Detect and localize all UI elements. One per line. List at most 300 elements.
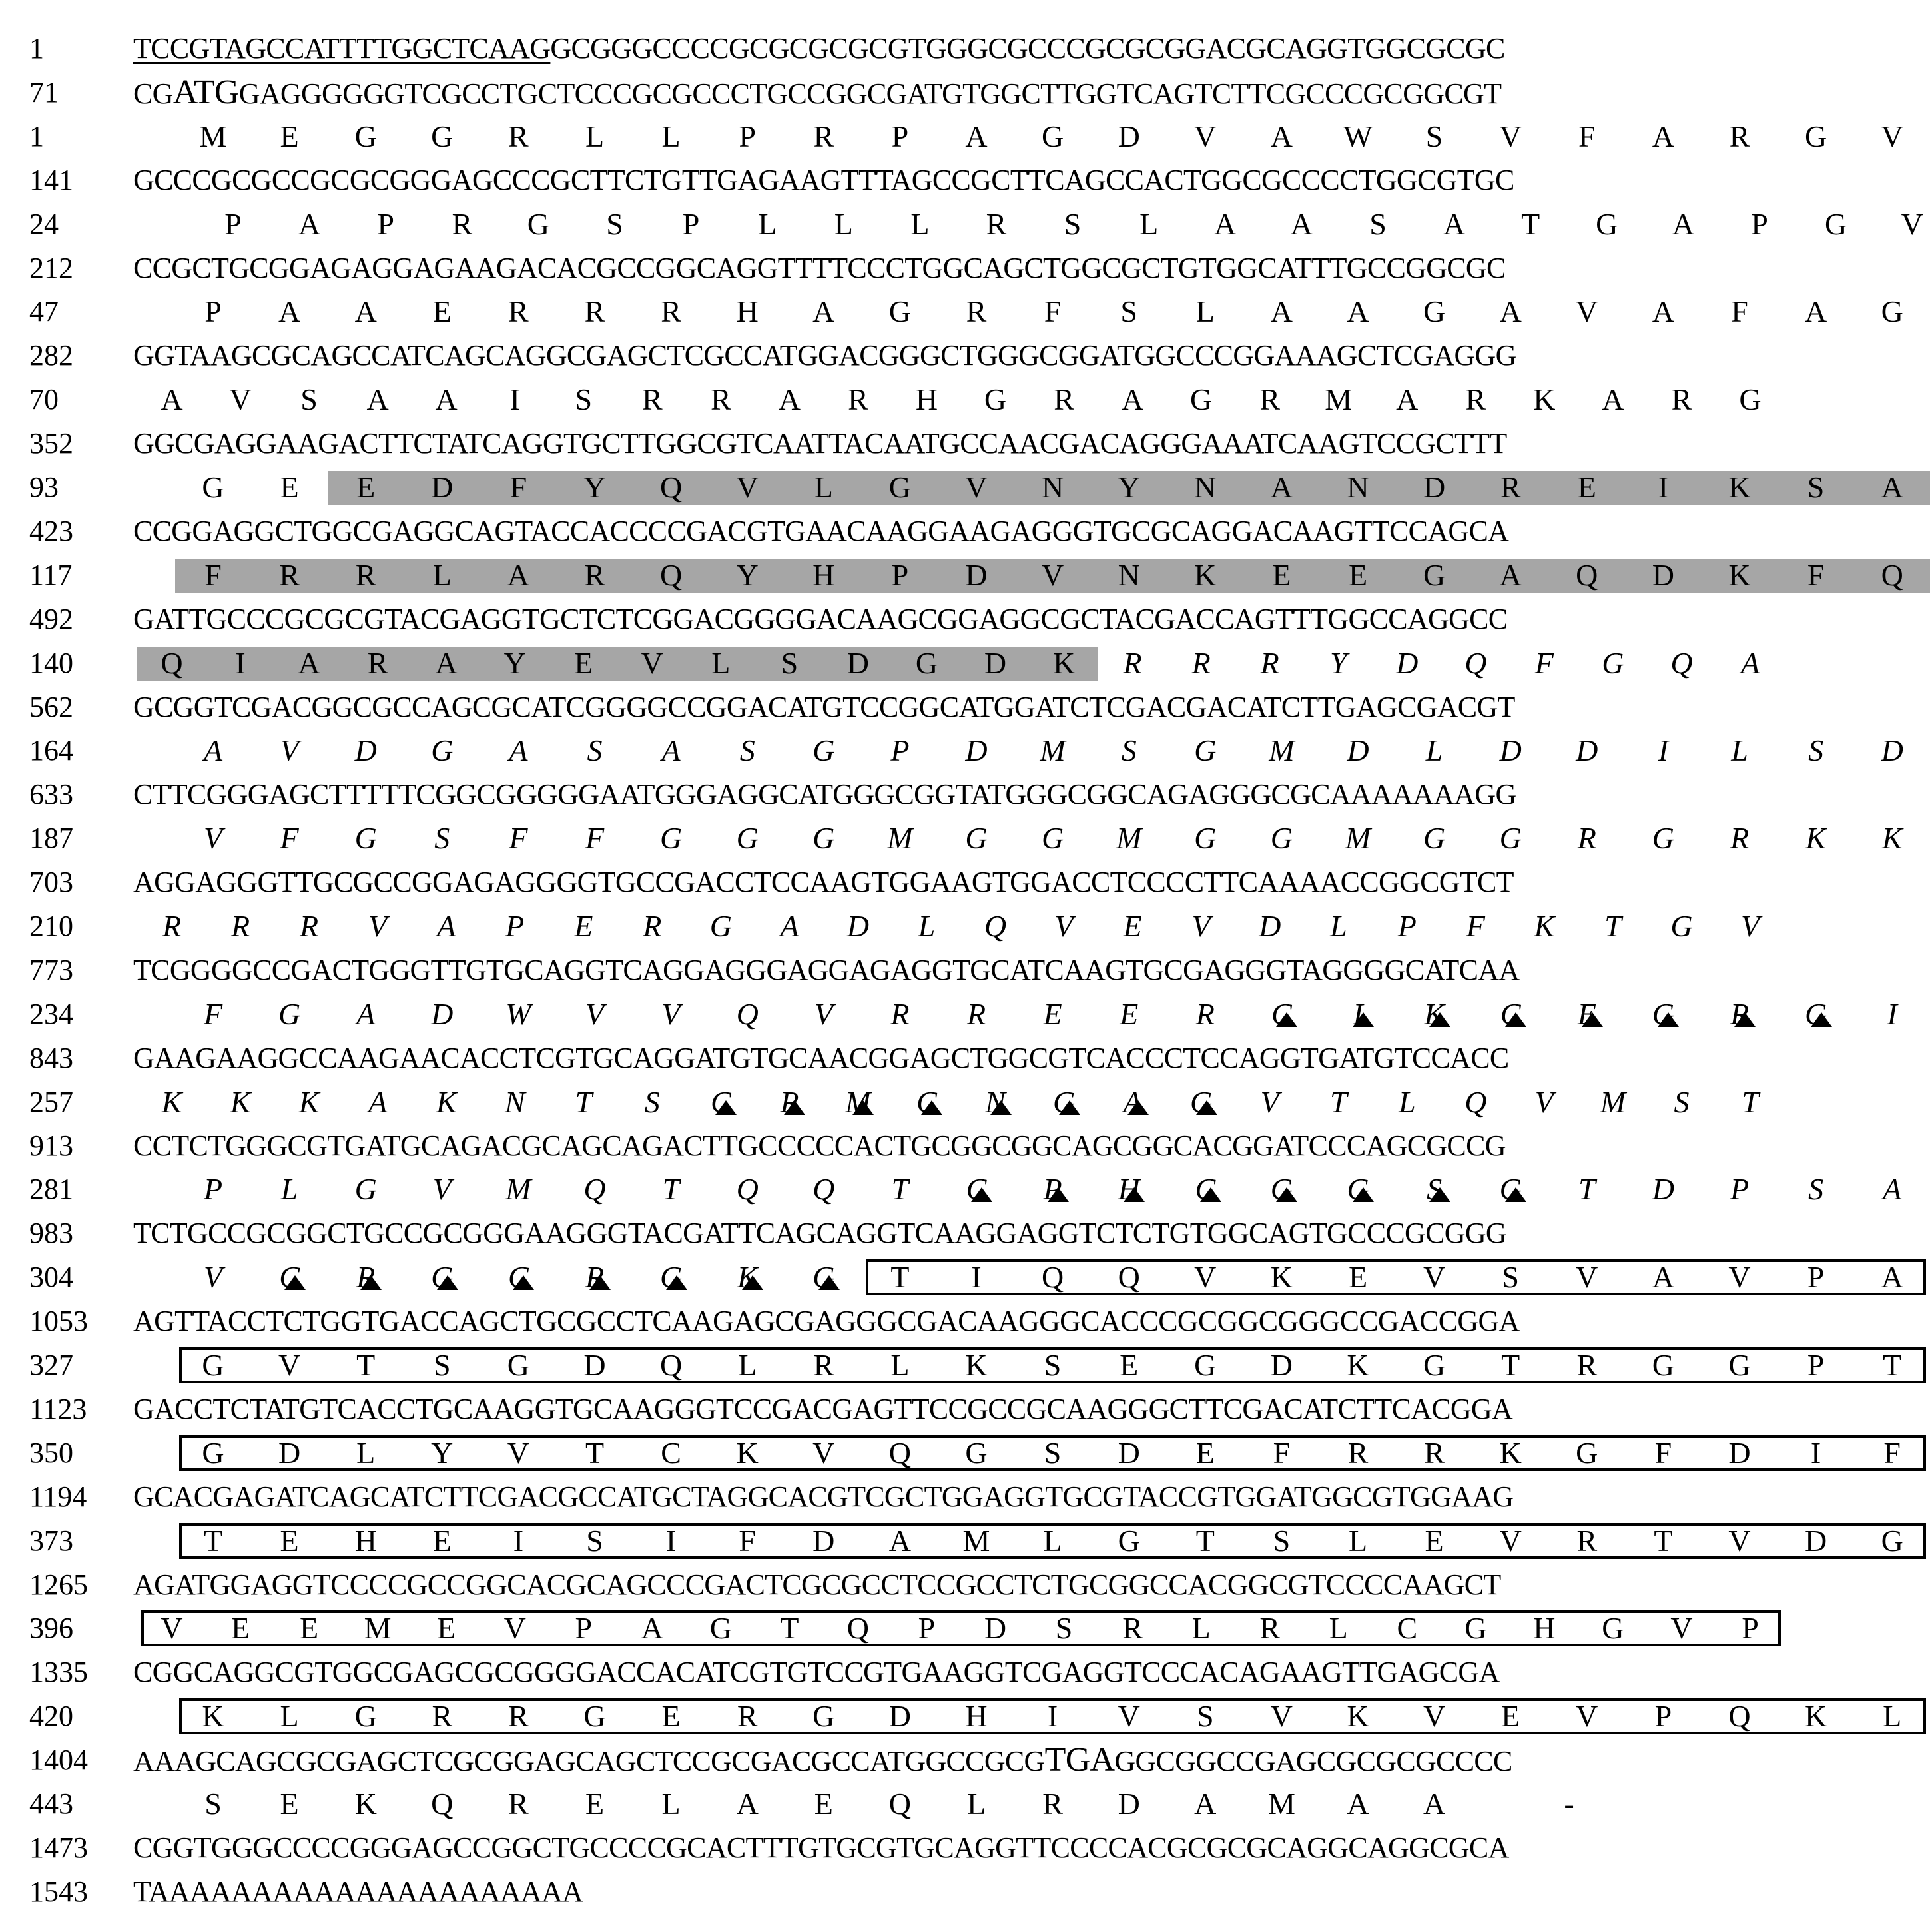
- amino-acid-residue: F: [203, 996, 223, 1031]
- amino-acid-residue: K: [1534, 909, 1555, 943]
- amino-acid-residue: R: [966, 996, 986, 1031]
- amino-acid-residue: K: [230, 1084, 251, 1119]
- amino-acid-residue: A: [278, 294, 301, 329]
- nucleotide-position: 562: [29, 690, 73, 723]
- amino-acid-residue: S: [1055, 1611, 1073, 1646]
- nucleotide-sequence: [133, 1870, 583, 1914]
- amino-acid-residue: A: [780, 909, 799, 943]
- amino-acid-residue: G: [1652, 1348, 1674, 1382]
- amino-acid-row: [0, 641, 1815, 685]
- amino-acid-residue: I: [509, 382, 520, 417]
- amino-acid-residue: A: [812, 294, 835, 329]
- amino-acid-residue: D: [965, 557, 988, 592]
- amino-acid-residue: T: [1578, 1172, 1596, 1207]
- zinc-finger-triangle-icon: [1734, 1012, 1756, 1027]
- nucleotide-sequence: [133, 1738, 1512, 1783]
- nucleotide-position: 492: [29, 602, 73, 635]
- amino-acid-residue: V: [1423, 1260, 1446, 1295]
- amino-acid-residue: G: [1194, 733, 1217, 768]
- nucleotide-row: [0, 159, 1815, 202]
- amino-acid-residue: D: [1118, 1787, 1140, 1821]
- amino-acid-residue: G: [1190, 382, 1213, 417]
- amino-acid-residue: R: [1576, 1523, 1598, 1558]
- amino-acid-residue: V: [432, 1172, 452, 1207]
- amino-acid-residue: A: [366, 382, 389, 417]
- amino-acid-residue: E: [1120, 996, 1139, 1031]
- amino-acid-residue: R: [1260, 645, 1279, 680]
- amino-acid-residue: G: [812, 1260, 835, 1295]
- amino-acid-residue: V: [278, 1348, 301, 1382]
- amino-acid-residue: R: [1577, 821, 1596, 856]
- amino-acid-residue: G: [527, 206, 549, 241]
- amino-acid-line: [0, 1519, 1903, 1563]
- amino-acid-residue: F: [1731, 294, 1748, 329]
- amino-acid-residue: G: [1652, 996, 1674, 1031]
- amino-acid-residue: T: [890, 1260, 910, 1295]
- amino-acid-residue: T: [780, 1611, 799, 1646]
- zinc-finger-triangle-icon: [715, 1100, 737, 1115]
- amino-acid-residue: G: [915, 645, 938, 680]
- amino-acid-residue: G: [507, 1348, 529, 1382]
- nucleotide-position: 843: [29, 1041, 73, 1074]
- amino-acid-residue: G: [709, 1611, 732, 1646]
- amino-acid-residue: K: [1881, 821, 1903, 856]
- amino-acid-line: [0, 290, 1903, 334]
- j-domain-shading: [137, 647, 1098, 681]
- amino-acid-residue: A: [435, 382, 458, 417]
- amino-acid-residue: H: [1533, 1611, 1556, 1646]
- amino-acid-residue: A: [1883, 1172, 1902, 1207]
- amino-acid-residue: N: [1347, 470, 1369, 504]
- nucleotide-sequence: [133, 1211, 1506, 1255]
- amino-acid-residue: R: [508, 1787, 529, 1821]
- sequence-segment: AAAGCAGCGCGAGCTCGCGGAGCAGCTCCGCGACGCCATGGCCGCG: [133, 1745, 1045, 1778]
- amino-acid-residue: L: [356, 1435, 376, 1470]
- amino-acid-residue: Y: [431, 1435, 454, 1470]
- amino-acid-residue: L: [966, 1787, 986, 1821]
- sequence-segment: CGGCAGGCGTGGCGAGCGCGGGGACCACATCGTGTCCGTGAAGGTCGAGGTCCCACAGAAGTTGAGCGA: [133, 1656, 1500, 1689]
- zinc-finger-triangle-icon: [784, 1100, 805, 1115]
- amino-acid-residue: G: [1041, 119, 1064, 153]
- amino-acid-residue: L: [1139, 206, 1159, 241]
- amino-acid-residue: E: [574, 909, 593, 943]
- amino-acid-residue: D: [965, 733, 988, 768]
- amino-acid-residue: T: [1883, 1348, 1902, 1382]
- amino-acid-residue: A: [1396, 382, 1419, 417]
- amino-acid-residue: V: [1041, 557, 1064, 592]
- amino-acid-residue: A: [1347, 294, 1369, 329]
- amino-acid-residue: V: [965, 470, 988, 504]
- amino-acid-residue: G: [1118, 1523, 1140, 1558]
- amino-acid-row: [0, 1694, 1902, 1738]
- residue-position: 24: [29, 207, 59, 240]
- nucleotide-row: [0, 1124, 1815, 1168]
- sequence-segment: GCACGAGATCAGCATCTTCGACGCCATGCTAGGCACGTCGCTGGAGGTGCGTACCGTGGATGGCGTGGAAG: [133, 1480, 1514, 1513]
- amino-acid-residue: D: [1259, 909, 1281, 943]
- amino-acid-residue: G: [278, 996, 301, 1031]
- amino-acid-residue: Y: [503, 645, 526, 680]
- nucleotide-sequence: [133, 1299, 1520, 1343]
- amino-acid-residue: P: [224, 206, 242, 241]
- amino-acid-residue: I: [513, 1523, 524, 1558]
- nucleotide-row: [0, 1870, 1815, 1914]
- amino-acid-residue: E: [1577, 996, 1596, 1031]
- amino-acid-residue: C: [279, 1260, 300, 1295]
- nucleotide-row: [0, 27, 1815, 71]
- amino-acid-residue: V: [1423, 1699, 1446, 1734]
- codon-highlight: TGA: [1044, 1741, 1115, 1779]
- amino-acid-residue: G: [1499, 821, 1522, 856]
- amino-acid-residue: G: [812, 733, 835, 768]
- amino-acid-residue: L: [1731, 733, 1748, 768]
- nucleotide-sequence: [133, 1387, 1512, 1431]
- amino-acid-residue: N: [504, 1084, 525, 1119]
- amino-acid-residue: K: [354, 1787, 377, 1821]
- nucleotide-row: [0, 1563, 1815, 1607]
- amino-acid-residue: A: [1881, 1260, 1903, 1295]
- amino-acid-residue: P: [1751, 206, 1768, 241]
- residue-position: 420: [29, 1700, 73, 1733]
- zinc-finger-triangle-icon: [360, 1275, 382, 1290]
- amino-acid-residue: G: [1499, 1172, 1522, 1207]
- nucleotide-sequence: [133, 334, 1516, 378]
- amino-acid-residue: T: [1521, 206, 1540, 241]
- amino-acid-residue: S: [434, 821, 450, 856]
- amino-acid-residue: I: [665, 1523, 677, 1558]
- amino-acid-line: [0, 1167, 1902, 1211]
- amino-acid-residue: G: [1881, 294, 1903, 329]
- amino-acid-residue: D: [984, 645, 1007, 680]
- zinc-finger-triangle-icon: [818, 1275, 840, 1290]
- sequence-segment: GGCGAGGAAGACTTCTATCAGGTGCTTGGCGTCAATTACAATGCCAACGACAGGGAAATCAAGTCCGCTTT: [133, 427, 1507, 460]
- amino-acid-residue: G: [1052, 1084, 1076, 1119]
- amino-acid-residue: G: [965, 821, 988, 856]
- amino-acid-residue: G: [709, 909, 732, 943]
- amino-acid-residue: M: [1040, 733, 1066, 768]
- amino-acid-residue: Q: [1881, 557, 1903, 592]
- amino-acid-residue: S: [1808, 1172, 1824, 1207]
- amino-acid-residue: M: [1345, 821, 1371, 856]
- amino-acid-residue: E: [356, 470, 376, 504]
- amino-acid-residue: H: [915, 382, 938, 417]
- amino-acid-residue: Q: [1728, 1699, 1751, 1734]
- amino-acid-residue: L: [280, 1699, 299, 1734]
- amino-acid-residue: G: [1270, 1172, 1293, 1207]
- nucleotide-position: 773: [29, 953, 73, 986]
- residue-position: 234: [29, 997, 73, 1030]
- amino-acid-residue: R: [1054, 382, 1074, 417]
- amino-acid-residue: Q: [659, 557, 683, 592]
- amino-acid-residue: A: [1443, 206, 1466, 241]
- amino-acid-residue: F: [1807, 557, 1825, 592]
- sequence-segment: GAGGGGGGTCGCCTGCTCCCGCGCCCTGCCGGCGATGTGGCTTGGTCAGTCTTCGCCCGCGGCGT: [238, 77, 1502, 110]
- residue-position: 281: [29, 1173, 73, 1206]
- amino-acid-residue: R: [452, 206, 473, 241]
- amino-acid-residue: S: [1197, 1699, 1214, 1734]
- amino-acid-residue: K: [1804, 1699, 1827, 1734]
- amino-acid-residue: P: [1730, 1172, 1750, 1207]
- amino-acid-residue: E: [1272, 557, 1291, 592]
- amino-acid-residue: P: [505, 909, 525, 943]
- amino-acid-residue: L: [661, 119, 681, 153]
- sequence-segment: AGGAGGGTTGCGCCGGAGAGGGGTGCCGACCTCCAAGTGGAAGTGGACCTCCCCTTCAAAACCGGCGTCT: [133, 866, 1514, 899]
- amino-acid-residue: P: [918, 1611, 936, 1646]
- amino-acid-residue: G: [812, 821, 835, 856]
- sequence-segment: CGGTGGGCCCCGGGAGCCGGCTGCCCCGCACTTTGTGCGTGCAGGTTCCCCACGCGCGCAGGCAGGCGCA: [133, 1831, 1509, 1864]
- amino-acid-residue: R: [508, 294, 529, 329]
- amino-acid-residue: L: [280, 1172, 298, 1207]
- amino-acid-residue: G: [354, 119, 377, 153]
- nucleotide-position: 1404: [29, 1744, 88, 1777]
- amino-acid-residue: E: [1043, 996, 1062, 1031]
- zinc-finger-triangle-icon: [1200, 1187, 1221, 1202]
- amino-acid-residue: D: [354, 733, 377, 768]
- zinc-finger-triangle-icon: [1429, 1012, 1450, 1027]
- amino-acid-row: [0, 1167, 1902, 1211]
- amino-acid-residue: E: [280, 1787, 299, 1821]
- amino-acid-residue: R: [1259, 1611, 1281, 1646]
- amino-acid-residue: I: [971, 1260, 982, 1295]
- amino-acid-residue: E: [437, 1611, 456, 1646]
- amino-acid-residue: S: [587, 733, 603, 768]
- amino-acid-residue: C: [661, 1435, 681, 1470]
- amino-acid-residue: T: [203, 1523, 223, 1558]
- amino-acid-residue: S: [586, 1523, 603, 1558]
- amino-acid-residue: D: [846, 909, 870, 943]
- amino-acid-residue: G: [1423, 821, 1446, 856]
- amino-acid-row: [0, 816, 1903, 860]
- amino-acid-residue: V: [814, 996, 833, 1031]
- amino-acid-residue: V: [1576, 294, 1598, 329]
- amino-acid-residue: M: [1116, 821, 1142, 856]
- zinc-finger-triangle-icon: [1276, 1012, 1297, 1027]
- amino-acid-line: [0, 553, 1903, 597]
- amino-acid-residue: I: [235, 645, 246, 680]
- amino-acid-residue: A: [661, 733, 681, 768]
- amino-acid-residue: Q: [736, 996, 759, 1031]
- amino-acid-residue: A: [1652, 294, 1674, 329]
- amino-acid-line: [0, 1343, 1902, 1387]
- amino-acid-residue: I: [1353, 996, 1363, 1031]
- amino-acid-line: [0, 816, 1903, 860]
- amino-acid-residue: P: [682, 206, 700, 241]
- residue-position: 210: [29, 910, 73, 942]
- amino-acid-residue: D: [888, 1699, 911, 1734]
- amino-acid-residue: S: [1427, 1172, 1443, 1207]
- amino-acid-residue: G: [1576, 1435, 1598, 1470]
- amino-acid-residue: F: [1273, 1435, 1291, 1470]
- nucleotide-sequence: [133, 27, 1505, 71]
- amino-acid-residue: V: [736, 470, 759, 504]
- amino-acid-residue: A: [1347, 1787, 1369, 1821]
- amino-acid-residue: S: [1044, 1435, 1062, 1470]
- amino-acid-residue: M: [1269, 733, 1295, 768]
- amino-acid-residue: V: [280, 733, 299, 768]
- nucleotide-row: [0, 597, 1815, 641]
- amino-acid-residue: G: [1602, 645, 1624, 680]
- amino-acid-residue: T: [585, 1435, 605, 1470]
- amino-acid-row: [0, 904, 1815, 948]
- amino-acid-residue: G: [1041, 821, 1064, 856]
- amino-acid-residue: R: [584, 557, 605, 592]
- amino-acid-residue: V: [1534, 1084, 1554, 1119]
- amino-acid-residue: T: [1195, 1523, 1215, 1558]
- amino-acid-residue: Q: [659, 1348, 683, 1382]
- zinc-finger-triangle-icon: [284, 1275, 306, 1290]
- amino-acid-residue: M: [962, 1523, 990, 1558]
- amino-acid-row: [0, 378, 1815, 422]
- amino-acid-residue: V: [1270, 1699, 1293, 1734]
- sequence-segment: GAAGAAGGCCAAGAACACCTCGTGCAGGATGTGCAACGGAGCTGGCGTCACCCTCCAGGTGATGTCCACC: [133, 1041, 1509, 1074]
- amino-acid-residue: G: [431, 119, 454, 153]
- amino-acid-residue: A: [298, 645, 320, 680]
- amino-acid-residue: K: [1052, 645, 1076, 680]
- sequence-segment: GCGGTCGACGGCGCCAGCGCATCGGGGCCGGACATGTCCGGCATGGATCTCGACGACATCTTGAGCGACGT: [133, 690, 1515, 723]
- amino-acid-residue: R: [356, 1260, 376, 1295]
- amino-acid-residue: S: [1502, 1260, 1519, 1295]
- amino-acid-residue: Q: [1118, 1260, 1140, 1295]
- amino-acid-residue: A: [298, 206, 321, 241]
- amino-acid-line: [0, 1694, 1902, 1738]
- amino-acid-residue: R: [643, 909, 662, 943]
- amino-acid-residue: S: [1369, 206, 1387, 241]
- sequence-segment: GCGGGCCCCGCGCGCGCGTGGGCGCCCGCGCGGACGCAGGTGGCGCGC: [550, 32, 1505, 65]
- zinc-finger-triangle-icon: [990, 1100, 1012, 1115]
- amino-acid-residue: F: [509, 821, 528, 856]
- amino-acid-residue: R: [584, 294, 605, 329]
- nucleotide-position: 633: [29, 778, 73, 811]
- amino-acid-residue: E: [574, 645, 593, 680]
- amino-acid-residue: I: [1810, 1435, 1821, 1470]
- nucleotide-position: 141: [29, 163, 73, 196]
- sequence-segment: GGTAAGCGCAGCCATCAGCAGGCGAGCTCGCCATGGACGGGCTGGGCGGATGGCCCGGAAAGCTCGAGGG: [133, 339, 1516, 372]
- sequence-segment: TCTGCCGCGGCTGCCGCGGGAAGGGTACGATTCAGCAGGTCAAGGAGGTCTCTGTGGCAGTGCCCGCGGG: [133, 1217, 1506, 1250]
- amino-acid-residue: M: [1267, 1787, 1295, 1821]
- amino-acid-residue: M: [845, 1084, 871, 1119]
- amino-acid-residue: F: [1883, 1435, 1901, 1470]
- amino-acid-residue: H: [812, 557, 835, 592]
- nucleotide-position: 282: [29, 339, 73, 372]
- nucleotide-position: 1473: [29, 1831, 88, 1864]
- residue-position: 93: [29, 471, 59, 503]
- amino-acid-residue: R: [780, 1084, 799, 1119]
- amino-acid-residue: S: [1121, 733, 1137, 768]
- amino-acid-residue: L: [1191, 1611, 1211, 1646]
- amino-acid-residue: L: [1043, 1523, 1062, 1558]
- nucleotide-position: 1194: [29, 1480, 87, 1513]
- amino-acid-residue: K: [1270, 1260, 1293, 1295]
- amino-acid-residue: D: [812, 1523, 835, 1558]
- amino-acid-residue: A: [509, 733, 528, 768]
- amino-acid-residue: E: [1123, 909, 1142, 943]
- amino-acid-residue: G: [1464, 1611, 1487, 1646]
- amino-acid-residue: R: [1191, 645, 1211, 680]
- amino-acid-residue: R: [848, 382, 868, 417]
- sequence-segment: GGCGGCCGAGCGCGCGCCCC: [1114, 1745, 1512, 1778]
- sequence-segment: AGATGGAGGTCCCCGCCGGCACGCAGCCCGACTCGCGCCTCCGCCTCTGCGGCCACGGCGTCCCCAAGCT: [133, 1568, 1501, 1601]
- amino-acid-residue: C: [1397, 1611, 1418, 1646]
- amino-acid-residue: M: [1600, 1084, 1626, 1119]
- zinc-finger-triangle-icon: [1811, 1012, 1832, 1027]
- amino-acid-residue: F: [739, 1523, 756, 1558]
- amino-acid-residue: R: [813, 1348, 834, 1382]
- amino-acid-residue: G: [1596, 206, 1618, 241]
- sequence-segment: GCCCGCGCCGCGCGGGAGCCCGCTTCTGTTGAGAAGTTTAGCCGCTTCAGCCACTGGCGCCCCTGGCGTGC: [133, 163, 1514, 196]
- nucleotide-sequence: [133, 71, 1501, 116]
- sequence-segment: CG: [133, 77, 173, 110]
- amino-acid-residue: M: [364, 1611, 392, 1646]
- amino-acid-residue: K: [298, 1084, 320, 1119]
- amino-acid-residue: P: [891, 119, 909, 153]
- amino-acid-residue: R: [1671, 382, 1692, 417]
- amino-acid-residue: S: [1273, 1523, 1291, 1558]
- amino-acid-residue: Y: [583, 470, 606, 504]
- zinc-finger-triangle-icon: [1353, 1187, 1374, 1202]
- residue-position: 117: [29, 558, 73, 591]
- nucleotide-row: [0, 334, 1815, 378]
- amino-acid-line: [0, 1255, 1903, 1299]
- amino-acid-residue: F: [1654, 1435, 1672, 1470]
- nucleotide-sequence: [133, 159, 1514, 202]
- amino-acid-residue: V: [1194, 1260, 1217, 1295]
- amino-acid-residue: G: [431, 1260, 454, 1295]
- amino-acid-row: [0, 1431, 1901, 1475]
- amino-acid-residue: E: [1425, 1523, 1444, 1558]
- amino-acid-residue: D: [1881, 733, 1903, 768]
- amino-acid-residue: A: [736, 1787, 759, 1821]
- amino-acid-residue: V: [1260, 1084, 1279, 1119]
- amino-acid-residue: W: [505, 996, 531, 1031]
- sequence-segment: CCGCTGCGGAGAGGAGAAGACACGCCGGCAGGTTTTCCCTGGCAGCTGGCGCTGTGGCATTTGCCGGCGC: [133, 251, 1506, 284]
- amino-acid-residue: E: [432, 294, 452, 329]
- amino-acid-residue: A: [1499, 557, 1522, 592]
- residue-position: 327: [29, 1349, 73, 1381]
- amino-acid-residue: V: [1191, 909, 1211, 943]
- amino-acid-residue: E: [1195, 1435, 1215, 1470]
- amino-acid-residue: V: [503, 1611, 526, 1646]
- amino-acid-residue: T: [662, 1172, 680, 1207]
- amino-acid-residue: G: [354, 1699, 377, 1734]
- amino-acid-residue: L: [661, 1787, 681, 1821]
- amino-acid-residue: G: [659, 1260, 683, 1295]
- zinc-finger-triangle-icon: [1196, 1100, 1217, 1115]
- amino-acid-residue: V: [1194, 119, 1217, 153]
- amino-acid-residue: P: [1397, 909, 1417, 943]
- nucleotide-row: [0, 1826, 1815, 1870]
- amino-acid-residue: L: [1329, 909, 1347, 943]
- nucleotide-position: 352: [29, 427, 73, 460]
- zinc-finger-triangle-icon: [1505, 1187, 1526, 1202]
- amino-acid-residue: V: [1499, 119, 1522, 153]
- amino-acid-residue: K: [161, 1084, 182, 1119]
- amino-acid-residue: A: [641, 1611, 663, 1646]
- amino-acid-residue: P: [739, 119, 756, 153]
- amino-acid-residue: R: [1042, 1787, 1063, 1821]
- amino-acid-residue: K: [436, 1084, 457, 1119]
- zinc-finger-triangle-icon: [666, 1275, 687, 1290]
- amino-acid-residue: A: [1270, 294, 1293, 329]
- amino-acid-residue: K: [1194, 557, 1217, 592]
- amino-acid-residue: D: [846, 645, 870, 680]
- amino-acid-residue: M: [199, 119, 227, 153]
- amino-acid-residue: L: [758, 206, 777, 241]
- amino-acid-residue: L: [585, 119, 605, 153]
- amino-acid-residue: V: [1576, 1260, 1598, 1295]
- amino-acid-residue: S: [1425, 119, 1443, 153]
- amino-acid-residue: D: [1118, 1435, 1140, 1470]
- sequence-segment: CCTCTGGGCGTGATGCAGACGCAGCAGACTTGCCCCCACTGCGGCGGCAGCGGCACGGATCCCAGCGCCG: [133, 1129, 1506, 1162]
- amino-acid-residue: K: [1728, 557, 1751, 592]
